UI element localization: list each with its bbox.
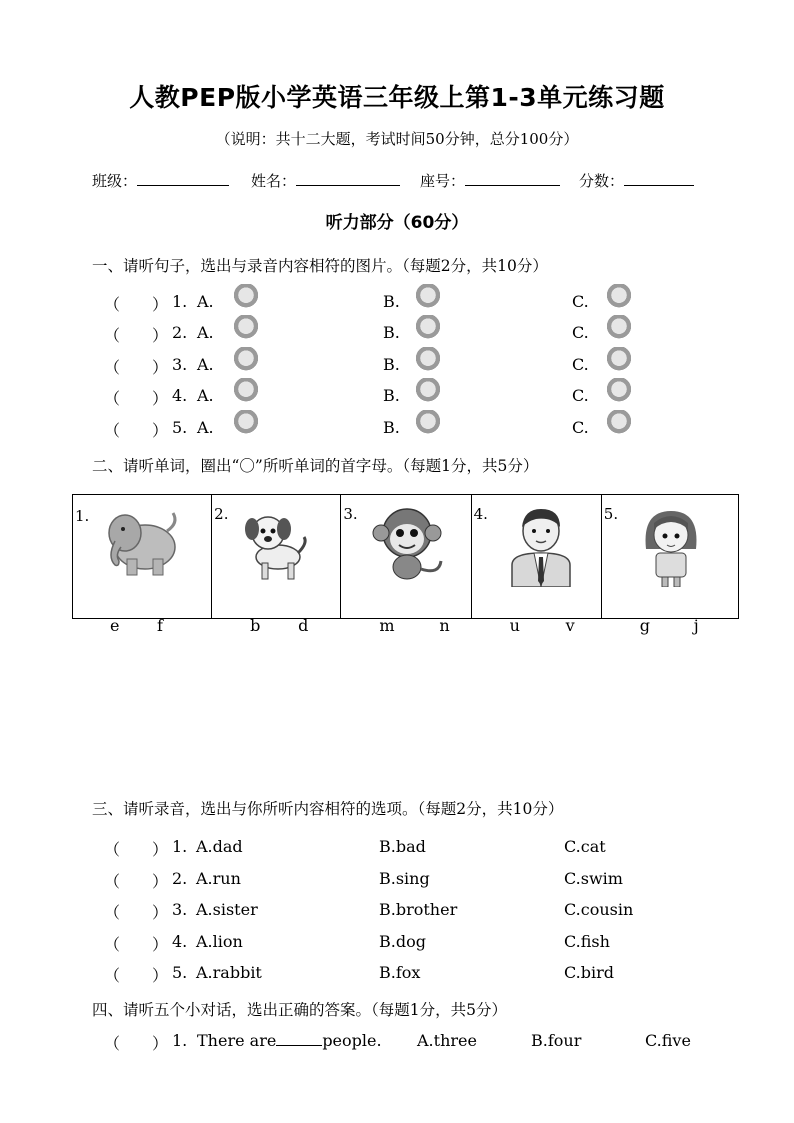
question-paren[interactable]: （ ） bbox=[104, 326, 169, 345]
answer-blank bbox=[276, 1032, 322, 1046]
monkey-icon bbox=[367, 501, 451, 583]
girl-icon[interactable] bbox=[232, 378, 260, 406]
picture-cell[interactable] bbox=[73, 495, 212, 635]
letter-option[interactable]: b bbox=[250, 616, 261, 635]
section2-heading: 二、请听单词，圈出“〇”所听单词的首字母。（每题1分，共5分） bbox=[92, 457, 539, 475]
question-number: 5. bbox=[172, 418, 188, 437]
question-paren[interactable]: （ ） bbox=[104, 935, 169, 954]
question-number: 2. bbox=[172, 869, 188, 888]
option-c[interactable]: C.cat bbox=[564, 837, 606, 856]
class-blank[interactable] bbox=[137, 170, 229, 186]
cell-number: 3. bbox=[343, 505, 358, 523]
option-b[interactable]: B.sing bbox=[379, 869, 430, 888]
option-b[interactable]: B.brother bbox=[379, 900, 458, 919]
foot-icon[interactable] bbox=[414, 284, 442, 312]
picture-cell[interactable] bbox=[212, 495, 341, 635]
option-c[interactable]: C. bbox=[572, 323, 589, 342]
option-c[interactable]: C. bbox=[572, 292, 589, 311]
exam-instructions: （说明：共十二大题，考试时间50分钟，总分100分） bbox=[215, 130, 579, 148]
dog-icon bbox=[238, 507, 314, 583]
seat-blank[interactable] bbox=[465, 170, 560, 186]
dog-icon[interactable] bbox=[232, 315, 260, 343]
letter-option[interactable]: g bbox=[639, 616, 651, 635]
question-number: 4. bbox=[172, 386, 188, 405]
cell-number: 1. bbox=[75, 507, 90, 525]
boy-icon[interactable] bbox=[232, 347, 260, 375]
letter-option[interactable]: j bbox=[693, 616, 699, 635]
option-c[interactable]: C.swim bbox=[564, 869, 623, 888]
letter-option[interactable]: f bbox=[157, 616, 163, 635]
ear-icon[interactable] bbox=[605, 284, 633, 312]
option-a[interactable]: A. bbox=[197, 323, 214, 342]
option-c[interactable]: C.fish bbox=[564, 932, 610, 951]
option-a[interactable]: A.lion bbox=[196, 932, 243, 951]
cell-number: 4. bbox=[473, 505, 488, 523]
man-icon[interactable] bbox=[414, 347, 442, 375]
letter-option[interactable]: d bbox=[298, 616, 309, 635]
ant-icon[interactable] bbox=[605, 315, 633, 343]
cat-icon[interactable] bbox=[414, 315, 442, 343]
letter-option[interactable]: n bbox=[439, 616, 450, 635]
question-number: 5. bbox=[172, 963, 188, 982]
girl-icon bbox=[636, 505, 706, 587]
cell-number: 5. bbox=[603, 505, 619, 523]
score-field bbox=[579, 170, 694, 191]
option-b[interactable]: B. bbox=[383, 292, 400, 311]
option-c[interactable]: C. bbox=[572, 386, 589, 405]
option-a[interactable]: A. bbox=[197, 386, 214, 405]
option-a[interactable]: A. bbox=[197, 355, 214, 374]
question-number: 3. bbox=[172, 900, 188, 919]
woman-icon[interactable] bbox=[414, 378, 442, 406]
question-number: 3. bbox=[172, 355, 188, 374]
question-number: 1. bbox=[172, 292, 188, 311]
question-number: 4. bbox=[172, 932, 188, 951]
option-a[interactable]: A. bbox=[197, 418, 214, 437]
question-number: 1. bbox=[172, 1031, 188, 1050]
boy-icon[interactable] bbox=[605, 347, 633, 375]
question-text bbox=[197, 1031, 382, 1050]
question-paren[interactable]: （ ） bbox=[104, 1034, 169, 1053]
option-a[interactable]: A. bbox=[197, 292, 214, 311]
page-title: 人教PEP版小学英语三年级上第1-3单元练习题 bbox=[129, 83, 665, 112]
name-label: 姓名： bbox=[251, 172, 297, 190]
letter-option[interactable]: e bbox=[110, 616, 120, 635]
hand-icon[interactable] bbox=[232, 284, 260, 312]
bird-icon[interactable] bbox=[414, 410, 442, 438]
name-field bbox=[251, 170, 400, 191]
option-c[interactable]: C.cousin bbox=[564, 900, 634, 919]
question-paren[interactable]: （ ） bbox=[104, 966, 169, 985]
option-c[interactable]: C. bbox=[572, 418, 589, 437]
option-b[interactable]: B.four bbox=[531, 1031, 582, 1050]
option-b[interactable]: B.fox bbox=[379, 963, 421, 982]
option-b[interactable]: B. bbox=[383, 418, 400, 437]
picture-cell[interactable] bbox=[471, 495, 601, 635]
question-paren[interactable]: （ ） bbox=[104, 840, 169, 859]
option-b[interactable]: B. bbox=[383, 386, 400, 405]
question-paren[interactable]: （ ） bbox=[104, 295, 169, 314]
section1-heading: 一、请听句子，选出与录音内容相符的图片。（每题2分，共10分） bbox=[92, 257, 548, 275]
question-paren[interactable]: （ ） bbox=[104, 389, 169, 408]
question-number: 2. bbox=[172, 323, 188, 342]
letter-option[interactable]: u bbox=[509, 616, 520, 635]
girl-icon[interactable] bbox=[605, 378, 633, 406]
man-icon bbox=[506, 503, 576, 587]
fox-icon[interactable] bbox=[605, 410, 633, 438]
seat-field bbox=[420, 170, 560, 191]
section4-heading: 四、请听五个小对话，选出正确的答案。（每题1分，共5分） bbox=[92, 1001, 507, 1019]
score-label: 分数： bbox=[579, 172, 625, 190]
lion-icon[interactable] bbox=[232, 410, 260, 438]
option-a[interactable]: A.run bbox=[196, 869, 241, 888]
seat-label: 座号： bbox=[420, 172, 466, 190]
letter-option[interactable]: v bbox=[565, 616, 575, 635]
question-text-end: people. bbox=[322, 1031, 382, 1050]
option-a[interactable]: A.sister bbox=[196, 900, 258, 919]
option-c[interactable]: C.bird bbox=[564, 963, 615, 982]
listening-header: 听力部分（60分） bbox=[325, 213, 469, 233]
score-blank[interactable] bbox=[624, 170, 694, 186]
section3-heading: 三、请听录音，选出与你所听内容相符的选项。（每题2分，共10分） bbox=[92, 800, 564, 818]
option-a[interactable]: A.three bbox=[417, 1031, 477, 1050]
picture-cell[interactable] bbox=[341, 495, 471, 635]
option-b[interactable]: B.dog bbox=[379, 932, 426, 951]
option-c[interactable]: C.five bbox=[645, 1031, 691, 1050]
class-field bbox=[92, 170, 229, 191]
option-b[interactable]: B. bbox=[383, 323, 400, 342]
name-blank[interactable] bbox=[296, 170, 400, 186]
cell-number: 2. bbox=[214, 505, 229, 523]
question-number: 1. bbox=[172, 837, 188, 856]
option-b[interactable]: B. bbox=[383, 355, 400, 374]
question-text-start: There are bbox=[197, 1031, 277, 1050]
picture-cell[interactable] bbox=[601, 495, 738, 635]
question-paren[interactable]: （ ） bbox=[104, 421, 169, 440]
question-paren[interactable]: （ ） bbox=[104, 903, 169, 922]
question-paren[interactable]: （ ） bbox=[104, 358, 169, 377]
letter-circle-table bbox=[72, 494, 739, 635]
option-b[interactable]: B.bad bbox=[379, 837, 426, 856]
elephant-icon bbox=[101, 501, 183, 581]
letter-option[interactable]: m bbox=[379, 616, 395, 635]
class-label: 班级： bbox=[92, 172, 138, 190]
option-a[interactable]: A.dad bbox=[196, 837, 243, 856]
option-a[interactable]: A.rabbit bbox=[196, 963, 262, 982]
option-c[interactable]: C. bbox=[572, 355, 589, 374]
question-paren[interactable]: （ ） bbox=[104, 872, 169, 891]
